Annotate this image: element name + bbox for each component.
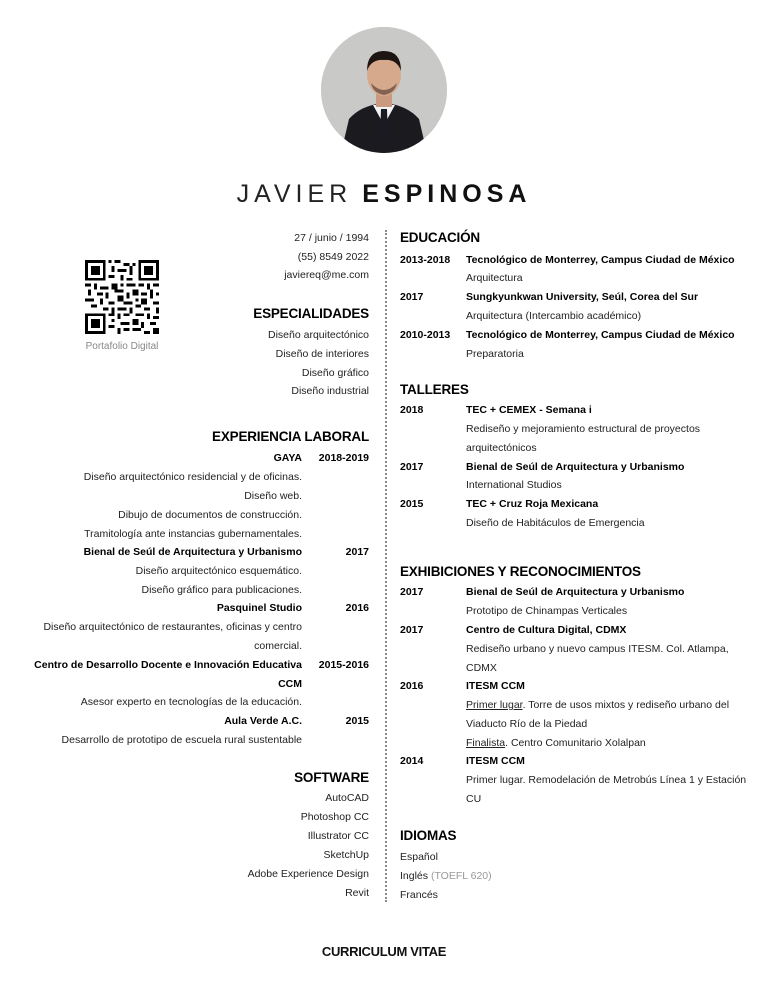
last-name: ESPINOSA [362,180,532,208]
job-years: 2015-2016 [318,659,369,671]
exhibicion-line: Rediseño urbano y nuevo campus ITESM. Col. Atlampa, [466,643,729,655]
edu-years: 2017 [400,291,424,303]
job-line: Diseño arquitectónico residencial y de oficinas. [83,471,302,483]
taller-line: Rediseño y mejoramiento estructural de proyectos [466,423,701,435]
profile-photo [321,27,447,153]
exhibicion-line: Primer lugar. Remodelación de Metrobús Línea 1 y Estación [466,774,747,786]
software-item: AutoCAD [325,792,369,804]
job-org: Bienal de Seúl de Arquitectura y Urbanismo [83,546,302,558]
especialidad-item: Diseño gráfico [301,367,369,379]
exhibicion-year: 2017 [400,624,424,636]
footer-label: CURRICULUM VITAE [321,944,447,959]
exhibicion-year: 2016 [400,680,424,692]
column-divider [385,230,387,902]
educacion-title: EDUCACIÓN [400,230,480,245]
qr-caption: Portafolio Digital [85,341,159,352]
experiencia-title: EXPERIENCIA LABORAL [212,429,369,444]
idioma-item: Inglés (TOEFL 620) [400,870,492,882]
idiomas-title: IDIOMAS [400,828,457,843]
job-line: Diseño web. [244,490,302,502]
software-title: SOFTWARE [294,770,369,785]
email: javiereq@me.com [284,269,369,281]
taller-year: 2015 [400,498,424,510]
award-label: Primer lugar [466,699,523,711]
job-line: Diseño arquitectónico esquemático. [135,565,302,577]
exhibicion-line: Prototipo de Chinampas Verticales [466,605,628,617]
job-org-cont: CCM [278,678,302,690]
job-org: GAYA [273,452,302,464]
exhibicion-line: Finalista. Centro Comunitario Xolalpan [466,737,646,749]
job-line: Diseño gráfico para publicaciones. [141,584,302,596]
especialidad-item: Diseño de interiores [275,348,369,360]
job-years: 2016 [345,602,369,614]
idioma-item: Español [400,851,438,863]
software-item: Photoshop CC [300,811,369,823]
job-line: Tramitología ante instancias gubernamentales. [84,528,302,540]
taller-year: 2017 [400,461,424,473]
exhibicion-line: CDMX [466,662,497,674]
exhibicion-name: ITESM CCM [466,755,525,767]
especialidad-item: Diseño industrial [291,385,369,397]
taller-line: Diseño de Habitáculos de Emergencia [466,517,645,529]
job-line: Desarrollo de prototipo de escuela rural sustentable [61,734,302,746]
job-years: 2018-2019 [318,452,369,464]
software-item: Revit [345,887,369,899]
edu-school: Tecnológico de Monterrey, Campus Ciudad de México [466,329,735,341]
award-label: Finalista [466,737,506,749]
especialidades-title: ESPECIALIDADES [253,306,369,321]
especialidad-item: Diseño arquitectónico [268,329,369,341]
exhibicion-name: ITESM CCM [466,680,525,692]
idioma-item: Francés [400,889,438,901]
exhibicion-line: Viaducto Río de la Piedad [466,718,588,730]
edu-detail: Arquitectura (Intercambio académico) [466,310,642,322]
taller-year: 2018 [400,404,424,416]
job-line: Dibujo de documentos de construcción. [118,509,302,521]
exhibicion-name: Bienal de Seúl de Arquitectura y Urbanismo [466,586,685,598]
birthdate: 27 / junio / 1994 [294,232,369,244]
taller-line: arquitectónicos [466,442,537,454]
exhibiciones-title: EXHIBICIONES Y RECONOCIMIENTOS [400,564,641,579]
qr-code[interactable] [85,260,159,334]
first-name: JAVIER [236,180,353,208]
edu-school: Tecnológico de Monterrey, Campus Ciudad de México [466,254,735,266]
edu-years: 2013-2018 [400,254,451,266]
job-org: Pasquinel Studio [216,602,302,614]
exhibicion-year: 2017 [400,586,424,598]
job-org: Aula Verde A.C. [224,715,302,727]
job-line: Asesor experto en tecnologías de la educación. [80,696,302,708]
taller-name: TEC + Cruz Roja Mexicana [466,498,599,510]
phone: (55) 8549 2022 [297,251,369,263]
taller-name: Bienal de Seúl de Arquitectura y Urbanismo [466,461,685,473]
exhibicion-year: 2014 [400,755,424,767]
exhibicion-line: CU [466,793,482,805]
software-item: Adobe Experience Design [247,868,369,880]
taller-name: TEC + CEMEX - Semana i [466,404,592,416]
idioma-note: (TOEFL 620) [430,870,492,882]
edu-school: Sungkyunkwan University, Seúl, Corea del Sur [466,291,699,303]
job-years: 2015 [345,715,369,727]
edu-years: 2010-2013 [400,329,451,341]
job-org: Centro de Desarrollo Docente e Innovación Educativa [34,659,302,671]
software-item: SketchUp [323,849,369,861]
edu-detail: Arquitectura [466,272,523,284]
edu-detail: Preparatoria [466,348,524,360]
job-line: comercial. [254,640,302,652]
full-name [0,180,768,209]
taller-line: International Studios [466,479,562,491]
software-item: Illustrator CC [307,830,369,842]
job-line: Diseño arquitectónico de restaurantes, oficinas y centro [43,621,302,633]
job-years: 2017 [345,546,369,558]
talleres-title: TALLERES [400,382,469,397]
exhibicion-name: Centro de Cultura Digital, CDMX [466,624,627,636]
exhibicion-line: Primer lugar. Torre de usos mixtos y rediseño urbano del [466,699,730,711]
